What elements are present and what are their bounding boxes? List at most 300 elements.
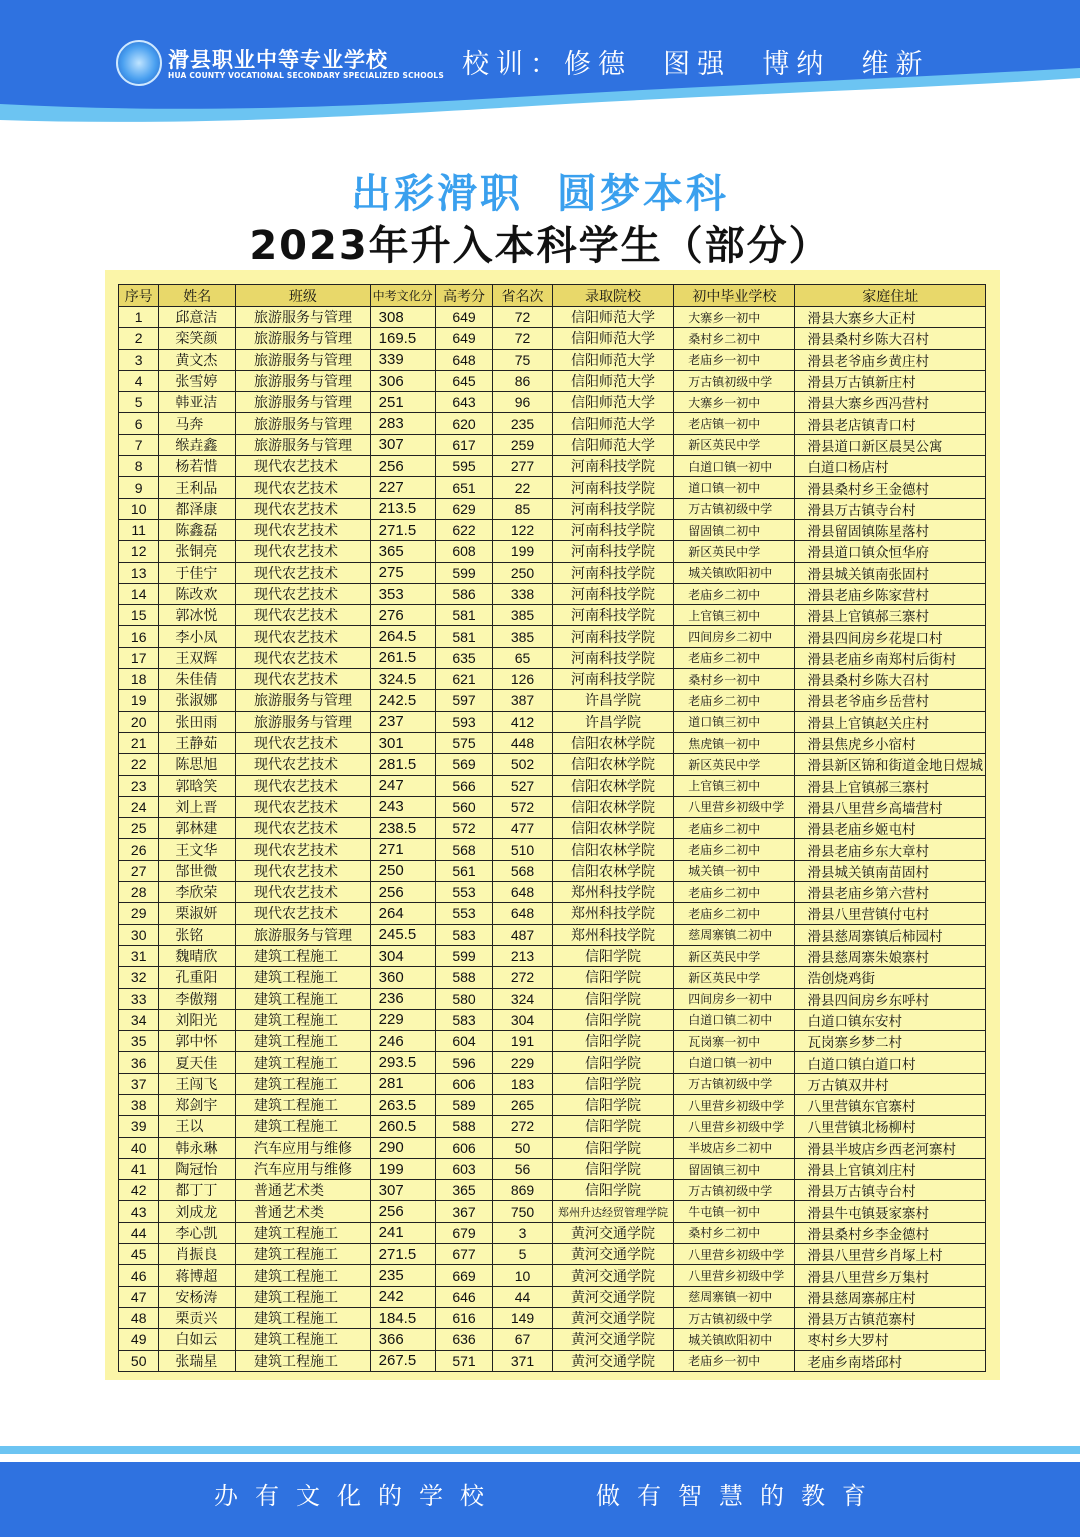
cell-class: 现代农艺技术 — [236, 860, 371, 881]
cell-middle-school: 八里营乡初级中学 — [674, 1116, 795, 1137]
cell-home-address: 八里营镇东官寨村 — [795, 1094, 986, 1115]
cell-admitted-college: 信阳学院 — [552, 1094, 674, 1115]
cell-class: 建筑工程施工 — [236, 988, 371, 1009]
cell-middle-school: 老庙乡一初中 — [674, 349, 795, 370]
cell-middle-school: 城关镇欧阳初中 — [674, 562, 795, 583]
cell-province-rank: 85 — [493, 498, 552, 519]
cell-province-rank: 371 — [493, 1350, 552, 1371]
cell-name: 郜世微 — [159, 860, 236, 881]
cell-index: 9 — [119, 477, 159, 498]
cell-admitted-college: 河南科技学院 — [552, 519, 674, 540]
cell-name: 刘阳光 — [159, 1009, 236, 1030]
cell-province-rank: 235 — [493, 413, 552, 434]
cell-class: 现代农艺技术 — [236, 882, 371, 903]
cell-class: 现代农艺技术 — [236, 456, 371, 477]
cell-name: 张铭 — [159, 924, 236, 945]
cell-admitted-college: 河南科技学院 — [552, 498, 674, 519]
cell-name: 陶冠怡 — [159, 1158, 236, 1179]
cell-name: 韩亚洁 — [159, 392, 236, 413]
cell-middle-school: 白道口镇二初中 — [674, 1009, 795, 1030]
cell-province-rank: 250 — [493, 562, 552, 583]
cell-class: 现代农艺技术 — [236, 605, 371, 626]
cell-index: 45 — [119, 1244, 159, 1265]
cell-middle-school: 城关镇欧阳初中 — [674, 1329, 795, 1350]
cell-middle-school: 老庙乡二初中 — [674, 882, 795, 903]
cell-zhongkao-score: 213.5 — [370, 498, 435, 519]
cell-class: 现代农艺技术 — [236, 647, 371, 668]
cell-admitted-college: 信阳师范大学 — [552, 413, 674, 434]
cell-province-rank: 44 — [493, 1286, 552, 1307]
cell-admitted-college: 信阳师范大学 — [552, 434, 674, 455]
cell-gaokao-score: 569 — [435, 754, 493, 775]
cell-name: 李傲翔 — [159, 988, 236, 1009]
cell-zhongkao-score: 242 — [370, 1286, 435, 1307]
cell-province-rank: 502 — [493, 754, 552, 775]
cell-home-address: 滑县老庙乡陈家营村 — [795, 583, 986, 604]
cell-middle-school: 大寨乡一初中 — [674, 307, 795, 328]
cell-admitted-college: 河南科技学院 — [552, 541, 674, 562]
cell-class: 现代农艺技术 — [236, 669, 371, 690]
cell-gaokao-score: 649 — [435, 307, 493, 328]
cell-province-rank: 75 — [493, 349, 552, 370]
cell-admitted-college: 河南科技学院 — [552, 626, 674, 647]
cell-gaokao-score: 583 — [435, 924, 493, 945]
cell-name: 韩永琳 — [159, 1137, 236, 1158]
cell-class: 现代农艺技术 — [236, 775, 371, 796]
cell-province-rank: 213 — [493, 945, 552, 966]
cell-middle-school: 道口镇三初中 — [674, 711, 795, 732]
cell-middle-school: 八里营乡初级中学 — [674, 1094, 795, 1115]
cell-home-address: 浩创烧鸡街 — [795, 967, 986, 988]
cell-zhongkao-score: 293.5 — [370, 1052, 435, 1073]
cell-province-rank: 56 — [493, 1158, 552, 1179]
cell-province-rank: 86 — [493, 370, 552, 391]
table-row — [119, 349, 986, 370]
cell-gaokao-score: 588 — [435, 1116, 493, 1137]
cell-home-address: 滑县慈周寨朱娘寨村 — [795, 945, 986, 966]
cell-zhongkao-score: 276 — [370, 605, 435, 626]
cell-class: 普通艺术类 — [236, 1201, 371, 1222]
cell-name: 邱意洁 — [159, 307, 236, 328]
cell-middle-school: 白道口镇一初中 — [674, 1052, 795, 1073]
cell-name: 王利品 — [159, 477, 236, 498]
cell-admitted-college: 信阳学院 — [552, 1009, 674, 1030]
cell-gaokao-score: 572 — [435, 818, 493, 839]
cell-home-address: 滑县四间房乡花堤口村 — [795, 626, 986, 647]
cell-name: 肖振良 — [159, 1244, 236, 1265]
cell-class: 现代农艺技术 — [236, 562, 371, 583]
cell-admitted-college: 信阳农林学院 — [552, 860, 674, 881]
table-row — [119, 1307, 986, 1328]
cell-index: 8 — [119, 456, 159, 477]
cell-zhongkao-score: 236 — [370, 988, 435, 1009]
cell-home-address: 滑县上官镇赵关庄村 — [795, 711, 986, 732]
cell-middle-school: 留固镇三初中 — [674, 1158, 795, 1179]
cell-gaokao-score: 581 — [435, 626, 493, 647]
cell-home-address: 滑县桑村乡陈大召村 — [795, 328, 986, 349]
cell-home-address: 滑县老爷庙乡黄庄村 — [795, 349, 986, 370]
footer-stripe — [0, 1446, 1080, 1454]
cell-province-rank: 487 — [493, 924, 552, 945]
cell-admitted-college: 黄河交通学院 — [552, 1329, 674, 1350]
table-row — [119, 1201, 986, 1222]
cell-name: 李心凯 — [159, 1222, 236, 1243]
cell-class: 现代农艺技术 — [236, 498, 371, 519]
cell-gaokao-score: 599 — [435, 562, 493, 583]
cell-zhongkao-score: 353 — [370, 583, 435, 604]
cell-middle-school: 老庙乡二初中 — [674, 690, 795, 711]
cell-gaokao-score: 620 — [435, 413, 493, 434]
cell-gaokao-score: 589 — [435, 1094, 493, 1115]
cell-gaokao-score: 645 — [435, 370, 493, 391]
slogan: 出彩滑职 圆梦本科 — [351, 171, 729, 217]
cell-province-rank: 149 — [493, 1307, 552, 1328]
cell-class: 建筑工程施工 — [236, 1094, 371, 1115]
table-row — [119, 1137, 986, 1158]
cell-index: 5 — [119, 392, 159, 413]
cell-name: 王文华 — [159, 839, 236, 860]
cell-admitted-college: 郑州科技学院 — [552, 924, 674, 945]
cell-zhongkao-score: 184.5 — [370, 1307, 435, 1328]
cell-index: 30 — [119, 924, 159, 945]
cell-admitted-college: 信阳学院 — [552, 1073, 674, 1094]
cell-province-rank: 191 — [493, 1031, 552, 1052]
table-row — [119, 1350, 986, 1371]
header-admitted-college: 录取院校 — [552, 285, 674, 307]
cell-admitted-college: 信阳学院 — [552, 1116, 674, 1137]
cell-index: 41 — [119, 1158, 159, 1179]
cell-class: 旅游服务与管理 — [236, 392, 371, 413]
cell-province-rank: 3 — [493, 1222, 552, 1243]
cell-gaokao-score: 588 — [435, 967, 493, 988]
cell-name: 朱佳倩 — [159, 669, 236, 690]
cell-name: 郭冰悦 — [159, 605, 236, 626]
table-row — [119, 647, 986, 668]
cell-name: 刘成龙 — [159, 1201, 236, 1222]
cell-home-address: 滑县大寨乡西冯营村 — [795, 392, 986, 413]
table-row — [119, 541, 986, 562]
cell-home-address: 瓦岗寨乡梦二村 — [795, 1031, 986, 1052]
cell-middle-school: 上官镇三初中 — [674, 605, 795, 626]
cell-middle-school: 八里营乡初级中学 — [674, 1244, 795, 1265]
table-row — [119, 754, 986, 775]
cell-zhongkao-score: 250 — [370, 860, 435, 881]
school-motto: 校训：修德 图强 博纳 维新 — [462, 49, 930, 80]
cell-province-rank: 183 — [493, 1073, 552, 1094]
cell-name: 杨若惜 — [159, 456, 236, 477]
cell-class: 现代农艺技术 — [236, 477, 371, 498]
cell-index: 33 — [119, 988, 159, 1009]
cell-gaokao-score: 622 — [435, 519, 493, 540]
cell-zhongkao-score: 271 — [370, 839, 435, 860]
cell-name: 黄文杰 — [159, 349, 236, 370]
cell-zhongkao-score: 238.5 — [370, 818, 435, 839]
cell-admitted-college: 信阳学院 — [552, 988, 674, 1009]
cell-middle-school: 牛屯镇一初中 — [674, 1201, 795, 1222]
cell-gaokao-score: 651 — [435, 477, 493, 498]
cell-name: 缑垚鑫 — [159, 434, 236, 455]
cell-index: 43 — [119, 1201, 159, 1222]
cell-home-address: 滑县上官镇郝三寨村 — [795, 775, 986, 796]
cell-gaokao-score: 604 — [435, 1031, 493, 1052]
cell-class: 现代农艺技术 — [236, 732, 371, 753]
cell-middle-school: 万古镇初级中学 — [674, 1307, 795, 1328]
cell-gaokao-score: 596 — [435, 1052, 493, 1073]
cell-middle-school: 万古镇初级中学 — [674, 498, 795, 519]
table-row — [119, 1265, 986, 1286]
cell-index: 17 — [119, 647, 159, 668]
cell-province-rank: 648 — [493, 903, 552, 924]
cell-admitted-college: 信阳学院 — [552, 1031, 674, 1052]
table-row — [119, 1031, 986, 1052]
cell-zhongkao-score: 281.5 — [370, 754, 435, 775]
cell-name: 王闯飞 — [159, 1073, 236, 1094]
cell-name: 都泽康 — [159, 498, 236, 519]
cell-name: 都丁丁 — [159, 1180, 236, 1201]
cell-home-address: 滑县焦虎乡小宿村 — [795, 732, 986, 753]
header-index: 序号 — [119, 285, 159, 307]
cell-home-address: 滑县万古镇寺台村 — [795, 498, 986, 519]
cell-province-rank: 477 — [493, 818, 552, 839]
cell-gaokao-score: 669 — [435, 1265, 493, 1286]
cell-name: 蒋博超 — [159, 1265, 236, 1286]
cell-zhongkao-score: 283 — [370, 413, 435, 434]
cell-zhongkao-score: 242.5 — [370, 690, 435, 711]
cell-province-rank: 324 — [493, 988, 552, 1009]
cell-gaokao-score: 646 — [435, 1286, 493, 1307]
cell-admitted-college: 信阳农林学院 — [552, 732, 674, 753]
cell-class: 现代农艺技术 — [236, 796, 371, 817]
table-row — [119, 924, 986, 945]
header-province-rank: 省名次 — [493, 285, 552, 307]
cell-index: 1 — [119, 307, 159, 328]
cell-province-rank: 72 — [493, 328, 552, 349]
cell-gaokao-score: 595 — [435, 456, 493, 477]
cell-gaokao-score: 629 — [435, 498, 493, 519]
cell-zhongkao-score: 246 — [370, 1031, 435, 1052]
cell-admitted-college: 河南科技学院 — [552, 647, 674, 668]
table-row — [119, 945, 986, 966]
cell-middle-school: 新区英民中学 — [674, 434, 795, 455]
cell-class: 现代农艺技术 — [236, 626, 371, 647]
cell-class: 建筑工程施工 — [236, 1052, 371, 1073]
table-row — [119, 796, 986, 817]
cell-zhongkao-score: 237 — [370, 711, 435, 732]
cell-index: 4 — [119, 370, 159, 391]
cell-middle-school: 留固镇二初中 — [674, 519, 795, 540]
cell-zhongkao-score: 360 — [370, 967, 435, 988]
cell-home-address: 滑县大寨乡大正村 — [795, 307, 986, 328]
cell-class: 建筑工程施工 — [236, 1116, 371, 1137]
cell-name: 栗淑妍 — [159, 903, 236, 924]
cell-index: 48 — [119, 1307, 159, 1328]
table-row — [119, 307, 986, 328]
cell-name: 张铜亮 — [159, 541, 236, 562]
table-row — [119, 456, 986, 477]
cell-province-rank: 338 — [493, 583, 552, 604]
cell-province-rank: 72 — [493, 307, 552, 328]
table-row — [119, 1052, 986, 1073]
cell-zhongkao-score: 366 — [370, 1329, 435, 1350]
cell-index: 32 — [119, 967, 159, 988]
table-row — [119, 1286, 986, 1307]
cell-name: 陈思旭 — [159, 754, 236, 775]
cell-province-rank: 199 — [493, 541, 552, 562]
cell-index: 15 — [119, 605, 159, 626]
cell-province-rank: 648 — [493, 882, 552, 903]
cell-index: 44 — [119, 1222, 159, 1243]
cell-home-address: 滑县道口镇众恒华府 — [795, 541, 986, 562]
cell-class: 建筑工程施工 — [236, 1350, 371, 1371]
cell-gaokao-score: 608 — [435, 541, 493, 562]
cell-class: 现代农艺技术 — [236, 583, 371, 604]
cell-admitted-college: 信阳农林学院 — [552, 839, 674, 860]
cell-name: 魏晴欣 — [159, 945, 236, 966]
table-row — [119, 711, 986, 732]
cell-gaokao-score: 568 — [435, 839, 493, 860]
cell-home-address: 滑县万古镇寺台村 — [795, 1180, 986, 1201]
cell-zhongkao-score: 306 — [370, 370, 435, 391]
cell-class: 建筑工程施工 — [236, 1009, 371, 1030]
cell-province-rank: 265 — [493, 1094, 552, 1115]
table-row — [119, 370, 986, 391]
cell-middle-school: 四间房乡二初中 — [674, 626, 795, 647]
table-row — [119, 583, 986, 604]
cell-province-rank: 272 — [493, 1116, 552, 1137]
table-row — [119, 690, 986, 711]
cell-name: 李小凤 — [159, 626, 236, 647]
table-row — [119, 1244, 986, 1265]
cell-index: 12 — [119, 541, 159, 562]
cell-middle-school: 桑村乡二初中 — [674, 328, 795, 349]
cell-zhongkao-score: 308 — [370, 307, 435, 328]
cell-admitted-college: 信阳师范大学 — [552, 328, 674, 349]
cell-province-rank: 5 — [493, 1244, 552, 1265]
cell-gaokao-score: 599 — [435, 945, 493, 966]
table-row — [119, 392, 986, 413]
cell-home-address: 滑县老庙乡第六营村 — [795, 882, 986, 903]
cell-province-rank: 448 — [493, 732, 552, 753]
cell-gaokao-score: 367 — [435, 1201, 493, 1222]
cell-gaokao-score: 365 — [435, 1180, 493, 1201]
cell-zhongkao-score: 304 — [370, 945, 435, 966]
cell-province-rank: 572 — [493, 796, 552, 817]
cell-name: 夏天佳 — [159, 1052, 236, 1073]
cell-gaokao-score: 648 — [435, 349, 493, 370]
cell-admitted-college: 信阳农林学院 — [552, 754, 674, 775]
cell-name: 刘上晋 — [159, 796, 236, 817]
cell-class: 现代农艺技术 — [236, 519, 371, 540]
cell-admitted-college: 黄河交通学院 — [552, 1286, 674, 1307]
cell-home-address: 滑县城关镇南张固村 — [795, 562, 986, 583]
table-row — [119, 1222, 986, 1243]
cell-home-address: 滑县上官镇刘庄村 — [795, 1158, 986, 1179]
cell-index: 37 — [119, 1073, 159, 1094]
cell-zhongkao-score: 243 — [370, 796, 435, 817]
cell-zhongkao-score: 251 — [370, 392, 435, 413]
cell-province-rank: 126 — [493, 669, 552, 690]
cell-class: 现代农艺技术 — [236, 754, 371, 775]
cell-name: 张瑞星 — [159, 1350, 236, 1371]
page-title: 2023年升入本科学生（部分） — [249, 223, 831, 269]
cell-gaokao-score: 561 — [435, 860, 493, 881]
cell-gaokao-score: 617 — [435, 434, 493, 455]
cell-home-address: 滑县老庙乡东大章村 — [795, 839, 986, 860]
cell-middle-school: 大寨乡一初中 — [674, 392, 795, 413]
table-row — [119, 839, 986, 860]
cell-home-address: 滑县桑村乡陈大召村 — [795, 669, 986, 690]
cell-index: 36 — [119, 1052, 159, 1073]
cell-zhongkao-score: 307 — [370, 1180, 435, 1201]
table-row — [119, 605, 986, 626]
cell-middle-school: 万古镇初级中学 — [674, 1073, 795, 1094]
cell-home-address: 滑县慈周寨郝庄村 — [795, 1286, 986, 1307]
cell-province-rank: 385 — [493, 626, 552, 647]
cell-admitted-college: 信阳农林学院 — [552, 775, 674, 796]
cell-gaokao-score: 571 — [435, 1350, 493, 1371]
cell-admitted-college: 信阳师范大学 — [552, 349, 674, 370]
cell-class: 建筑工程施工 — [236, 1307, 371, 1328]
cell-gaokao-score: 649 — [435, 328, 493, 349]
cell-middle-school: 老庙乡二初中 — [674, 583, 795, 604]
footer-right-slogan: 做有智慧的教育 — [596, 1482, 883, 1510]
cell-province-rank: 527 — [493, 775, 552, 796]
cell-province-rank: 272 — [493, 967, 552, 988]
cell-index: 20 — [119, 711, 159, 732]
cell-home-address: 白道口镇东安村 — [795, 1009, 986, 1030]
cell-home-address: 滑县八里营镇付屯村 — [795, 903, 986, 924]
cell-middle-school: 新区英民中学 — [674, 541, 795, 562]
cell-index: 35 — [119, 1031, 159, 1052]
cell-admitted-college: 河南科技学院 — [552, 605, 674, 626]
cell-index: 50 — [119, 1350, 159, 1371]
cell-class: 建筑工程施工 — [236, 1286, 371, 1307]
cell-home-address: 滑县老庙乡南郑村后街村 — [795, 647, 986, 668]
cell-zhongkao-score: 264.5 — [370, 626, 435, 647]
cell-province-rank: 387 — [493, 690, 552, 711]
cell-admitted-college: 黄河交通学院 — [552, 1244, 674, 1265]
cell-class: 建筑工程施工 — [236, 1073, 371, 1094]
cell-admitted-college: 信阳学院 — [552, 1180, 674, 1201]
cell-zhongkao-score: 256 — [370, 882, 435, 903]
table-row — [119, 860, 986, 881]
cell-index: 39 — [119, 1116, 159, 1137]
cell-home-address: 滑县八里营乡高墙营村 — [795, 796, 986, 817]
cell-middle-school: 上官镇三初中 — [674, 775, 795, 796]
cell-province-rank: 277 — [493, 456, 552, 477]
cell-province-rank: 67 — [493, 1329, 552, 1350]
cell-name: 马奔 — [159, 413, 236, 434]
cell-middle-school: 瓦岗寨一初中 — [674, 1031, 795, 1052]
cell-home-address: 滑县慈周寨镇后柿园村 — [795, 924, 986, 945]
table-row — [119, 1180, 986, 1201]
cell-admitted-college: 许昌学院 — [552, 690, 674, 711]
cell-name: 李欣荣 — [159, 882, 236, 903]
cell-province-rank: 96 — [493, 392, 552, 413]
cell-gaokao-score: 621 — [435, 669, 493, 690]
cell-zhongkao-score: 290 — [370, 1137, 435, 1158]
cell-index: 3 — [119, 349, 159, 370]
cell-index: 23 — [119, 775, 159, 796]
cell-gaokao-score: 677 — [435, 1244, 493, 1265]
cell-admitted-college: 河南科技学院 — [552, 669, 674, 690]
cell-middle-school: 老庙乡二初中 — [674, 903, 795, 924]
cell-index: 7 — [119, 434, 159, 455]
cell-middle-school: 道口镇一初中 — [674, 477, 795, 498]
cell-zhongkao-score: 267.5 — [370, 1350, 435, 1371]
header-name: 姓名 — [159, 285, 236, 307]
cell-class: 现代农艺技术 — [236, 818, 371, 839]
